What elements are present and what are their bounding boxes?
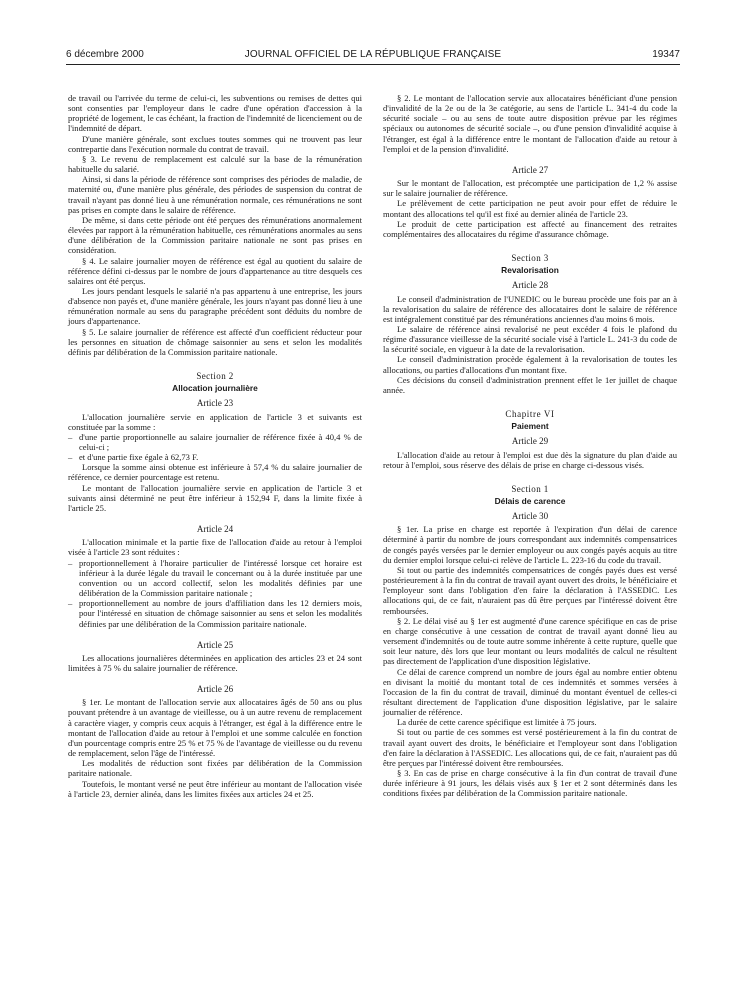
article-heading: Article 23 [196, 398, 234, 409]
paragraph: Le produit de cette participation est affecté au financement des retraites complémentaires des allocataires du régime d'assurance chômage. [383, 218, 677, 239]
paragraph: Lorsque la somme ainsi obtenue est inférieure à 57,4 % du salaire journalier de référence, ce dernier pourcentage est retenu. [68, 462, 362, 483]
article-heading: Article 29 [511, 436, 549, 447]
section-title: Allocation journalière [172, 383, 258, 394]
journal-title: JOURNAL OFFICIEL DE LA RÉPUBLIQUE FRANÇAISE [244, 49, 502, 60]
paragraph: § 1er. Le montant de l'allocation servie aux allocataires âgés de 50 ans ou plus pouvant prétendre à un avantage de vieillesse, ou à un autre revenu de remplacement à caractère viager, y compris ceux acquis à l'étranger, est égal à la différence entre le montant de l'allocation d'aide au retour à l'emploi et une somme calculée en fonction d'un pourcentage compris entre 25 % et 75 % de l'avantage de vieillesse ou du revenu de remplacement, selon l'âge de l'intéressé. [68, 697, 362, 759]
paragraph: L'allocation minimale et la partie fixe de l'allocation d'aide au retour à l'emploi visée à l'article 23 sont réduites : [68, 537, 362, 558]
chapter-heading: Chapitre VI [505, 409, 555, 420]
section-title: Délais de carence [494, 496, 566, 506]
page-number: 19347 [652, 49, 680, 60]
right-column [383, 93, 677, 799]
chapter-title: Paiement [511, 421, 549, 432]
article-heading: Article 30 [511, 511, 549, 522]
paragraph: L'allocation d'aide au retour à l'emploi est due dès la signature du plan d'aide au retour à l'emploi, sous réserve des délais de prise en charge ci-dessous visés. [383, 449, 677, 470]
paragraph: Ainsi, si dans la période de référence sont comprises des périodes de maladie, de maternité ou, d'une manière plus générale, des périodes de suspension du contrat de travail n'ayant pas donné lieu à une rémunération normale, ces rémunérations ne sont pas prises en compte dans le salaire de référence. [68, 174, 362, 215]
left-column [68, 93, 362, 799]
article-heading: Article 25 [196, 639, 234, 650]
paragraph: Le salaire de référence ainsi revalorisé ne peut excéder 4 fois le plafond du régime d'assurance vieillesse de la sécurité sociale visé à l'article L. 241-3 du code de la sécurité sociale, en vigueur à la date de la revalorisation. [383, 323, 677, 355]
article-heading: Article 27 [511, 164, 549, 175]
paragraph: Le montant de l'allocation journalière servie en application de l'article 3 et suivants ainsi déterminé ne peut être inférieur à 152,94 F, dans la limite fixée à l'article 25. [68, 482, 362, 513]
paragraph: Ce délai de carence comprend un nombre de jours égal au nombre entier obtenu en divisant la moitié du montant total de ces indemnités et sommes versées à l'occasion de la fin du contrat de travail, diminué du montant éventuel de celles-ci résultant directement de l'application d'une disposition législative, par le salaire journalier de référence. [383, 666, 677, 718]
paragraph: § 2. Le délai visé au § 1er est augmenté d'une carence spécifique en cas de prise en charge consécutive à une cessation de contrat de travail ayant donné lieu au versement d'indemnités ou de toute autre somme inhérente à cette rupture, quelle que soit leur nature, dès lors que leur montant ou leurs modalités de calcul ne résultent pas directement de l'application d'une disposition législative. [383, 615, 677, 667]
article-heading: Article 26 [196, 684, 234, 695]
paragraph: Le conseil d'administration de l'UNEDIC ou le bureau procède une fois par an à la revalorisation du salaire de référence des allocataires dont le salaire de référence est intégralement constitué par des rémunérations anciennes d'au moins 6 mois. [383, 293, 677, 324]
header-rule [66, 64, 680, 65]
paragraph: Les modalités de réduction sont fixées par délibération de la Commission paritaire nationale. [68, 758, 362, 779]
paragraph: Si tout ou partie de ces sommes est versé postérieurement à la fin du contrat de travail ayant ouvert des droits, le bénéficiaire et l'employeur sont dans l'obligation d'en faire la déclaration à l'ASSEDIC. Les allocations qui, de ce fait, n'auraient pas dû être perçues par l'intéressé doivent être remboursées. [383, 727, 677, 768]
paragraph: Toutefois, le montant versé ne peut être inférieur au montant de l'allocation visée à l'article 23, dernier alinéa, dans les limites fixées aux articles 24 et 25. [68, 778, 362, 799]
paragraph: Sur le montant de l'allocation, est précomptée une participation de 1,2 % assise sur le salaire journalier de référence. [383, 178, 677, 199]
article-24-list [68, 558, 362, 629]
paragraph: Le prélèvement de cette participation ne peut avoir pour effet de réduire le montant des allocations tel qu'il est fixé au dernier alinéa de l'article 23. [383, 198, 677, 219]
page-header [66, 49, 680, 63]
list-item: – proportionnellement à l'horaire particulier de l'intéressé lorsque cet horaire est inférieur à la durée légale du travail le concernant ou à la durée instituée par une convention ou un accord collectif, selon les modalités définies par une délibération de la Commission paritaire nationale ; [68, 558, 362, 599]
section-heading: Section 3 [511, 253, 549, 264]
paragraph: Si tout ou partie des indemnités compensatrices de congés payés dues est versé postérieurement à la fin du contrat de travail ayant ouvert des droits, le bénéficiaire et l'employeur sont dans l'obligation d'en faire la déclaration à l'ASSEDIC. Les allocations qui, de ce fait, n'auraient pas dû être perçues par l'intéressé doivent être remboursées. [383, 564, 677, 616]
article-heading: Article 28 [511, 280, 549, 291]
paragraph: § 4. Le salaire journalier moyen de référence est égal au quotient du salaire de référence défini ci-dessus par le nombre de jours d'appartenance au titre desquels ces salaires ont été perçus. [68, 255, 362, 286]
section-heading: Section 1 [511, 483, 549, 494]
paragraph: § 3. En cas de prise en charge consécutive à la fin d'un contrat de travail d'une durée inférieure à 91 jours, les délais visés aux § 1er et 2 sont déterminés dans les conditions fixées par délibération de la Commission paritaire nationale. [383, 768, 677, 799]
list-item: – et d'une partie fixe égale à 62,73 F. [68, 452, 362, 462]
paragraph: D'une manière générale, sont exclues toutes sommes qui ne trouvent pas leur contrepartie dans l'exécution normale du contrat de travail. [68, 133, 362, 154]
paragraph: Les jours pendant lesquels le salarié n'a pas appartenu à une entreprise, les jours d'absence non payés et, d'une manière générale, les jours n'ayant pas donné lieu à une rémunération normale au sens du paragraphe précédent sont déduits du nombre de jours d'appartenance. [68, 285, 362, 327]
section-heading: Section 2 [196, 371, 234, 382]
section-title: Revalorisation [501, 265, 559, 276]
list-item: – d'une partie proportionnelle au salaire journalier de référence fixée à 40,4 % de celui-ci ; [68, 432, 362, 452]
article-23-list [68, 432, 362, 462]
paragraph: § 5. Le salaire journalier de référence est affecté d'un coefficient réducteur pour les personnes en situation de chômage saisonnier au sens et selon les modalités définis par délibération de la Commission paritaire nationale. [68, 326, 362, 357]
paragraph: de travail ou l'arrivée du terme de celui-ci, les subventions ou remises de dettes qui sont consenties par l'employeur dans le cadre d'une opération d'accession à la propriété de logement, le cas échéant, la fraction de l'indemnité de licenciement ou de l'indemnité de départ. [68, 93, 362, 134]
paragraph: § 2. Le montant de l'allocation servie aux allocataires bénéficiant d'une pension d'invalidité de la 2e ou de la 3e catégorie, au sens de l'article L. 341-4 du code la sécurité sociale – ou au sens de toute autre disposition prévue par les régimes spéciaux ou autonomes de sécurité sociale –, ou d'une pension d'invalidité acquise à l'étranger, est égal à la différence entre le montant de l'allocation d'aide au retour à l'emploi et de la pension d'invalidité. [383, 93, 677, 154]
paragraph: Ces décisions du conseil d'administration prennent effet le 1er juillet de chaque année. [383, 374, 677, 395]
paragraph: Les allocations journalières déterminées en application des articles 23 et 24 sont limitées à 75 % du salaire journalier de référence. [68, 652, 362, 673]
paragraph: De même, si dans cette période ont été perçues des rémunérations anormalement élevées par rapport à la rémunération habituelle, ces rémunérations anormales au sens d'une délibération de la Commission paritaire nationale ne sont pas prises en considération. [68, 214, 362, 256]
paragraph: § 3. Le revenu de remplacement est calculé sur la base de la rémunération habituelle du salarié. [68, 153, 362, 175]
list-item: – proportionnellement au nombre de jours d'affiliation dans les 12 derniers mois, pour l'intéressé en situation de chômage saisonnier au sens et selon les modalités définies par une délibération de la Commission paritaire nationale. [68, 598, 362, 628]
paragraph: La durée de cette carence spécifique est limitée à 75 jours. [397, 717, 597, 728]
issue-date: 6 décembre 2000 [66, 49, 144, 60]
article-heading: Article 24 [196, 524, 234, 535]
paragraph: Le conseil d'administration procède également à la revalorisation de toutes les allocations, ou parties d'allocations d'un montant fixe. [383, 354, 677, 375]
paragraph: L'allocation journalière servie en application de l'article 3 et suivants est constituée par la somme : [68, 411, 362, 432]
paragraph: § 1er. La prise en charge est reportée à l'expiration d'un délai de carence déterminé à partir du nombre de jours correspondant aux indemnités compensatrices de congés payés versées par le dernier employeur ou aux congés payés acquis au titre du dernier emploi lorsque celui-ci relève de l'article L. 223-16 du code du travail. [383, 524, 677, 565]
